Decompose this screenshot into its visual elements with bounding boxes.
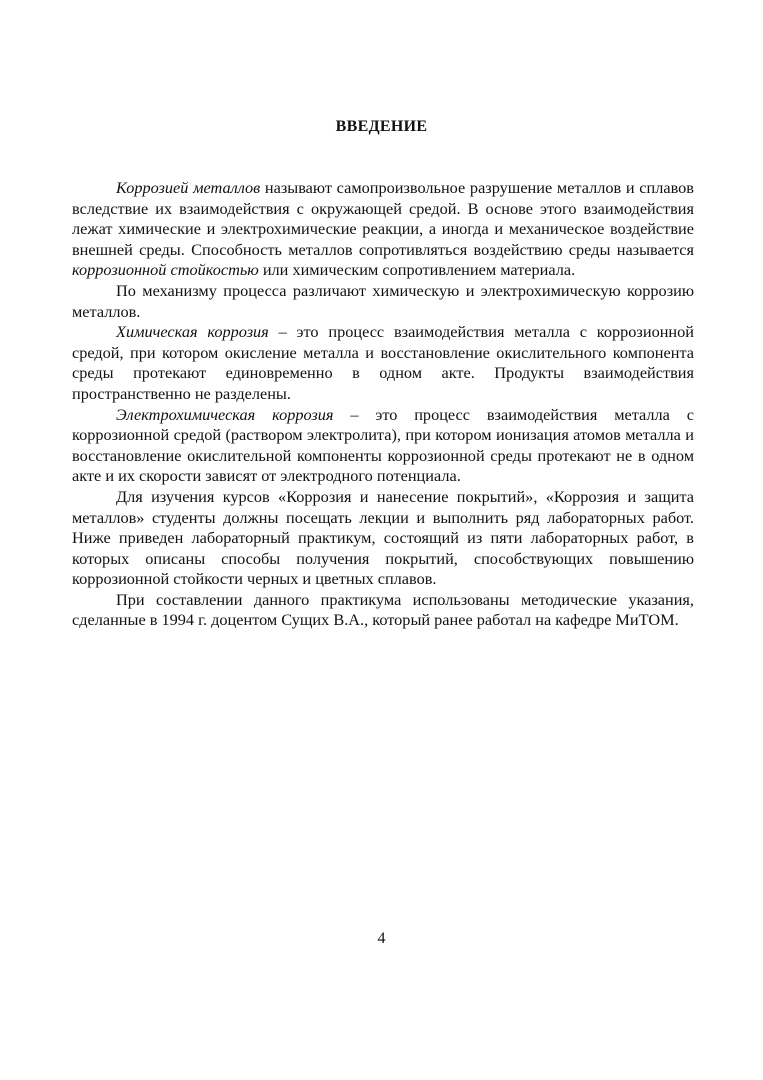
paragraph-electrochemical-corrosion xyxy=(72,405,694,487)
page-number: 4 xyxy=(377,930,386,947)
paragraph-text: – это процесс взаимодействия металла с коррозионной средой (раствором электролита), при котором ионизация атомов металла и восстановление окислительной компоненты коррозионной среды протекают не в одном акте и их скорости зависят от электродного потенциала. xyxy=(72,404,694,486)
term-corrosion-of-metals: Коррозией металлов xyxy=(116,178,261,197)
term-chemical-corrosion: Химическая коррозия xyxy=(116,322,269,342)
paragraph-acknowledgement xyxy=(72,590,694,631)
paragraph-mechanism xyxy=(72,281,694,322)
paragraph-text: По механизму процесса различают химическую и электрохимическую коррозию металлов. xyxy=(72,280,694,321)
paragraph-text: При составлении данного практикума использованы методические указания, сделанные в 1994 г. доцентом Сущих В.А., который ранее работал на кафедре МиТОМ. xyxy=(72,589,694,630)
body-text xyxy=(72,178,694,631)
term-electrochemical-corrosion: Электрохимическая коррозия xyxy=(116,404,334,424)
paragraph-chemical-corrosion xyxy=(72,322,694,404)
paragraph-text: Для изучения курсов «Коррозия и нанесение покрытий», «Коррозия и защита металлов» студенты должны посещать лекции и выполнить ряд лабораторных работ. Ниже приведен лабораторный практикум, состоящий из пяти лабораторных работ, в которых описаны способы получения покрытий, способствующих повышению коррозионной стойкости черных и цветных сплавов. xyxy=(72,486,694,589)
page-title: ВВЕДЕНИЕ xyxy=(335,118,428,135)
paragraph-text: или химическим сопротивлением материала. xyxy=(258,260,576,280)
paragraph-definition xyxy=(72,178,694,281)
paragraph-text: – это процесс взаимодействия металла с коррозионной средой, при котором окисление металла и восстановление окислительного компонента среды протекают единовременно в одном акте. Продукты взаимодействия пространственно не разделены. xyxy=(72,322,694,403)
paragraph-text: называют самопроизвольное разрушение металлов и сплавов вследствие их взаимодействия с окружающей средой. В основе этого взаимодействия лежат химические и электрохимические реакции, а иногда и механическое воздействие внешней среды. Способность металлов сопротивляться воздействию среды называется xyxy=(72,178,694,259)
paragraph-courses xyxy=(72,487,694,590)
term-corrosion-resistance: коррозионной стойкостью xyxy=(72,260,259,280)
